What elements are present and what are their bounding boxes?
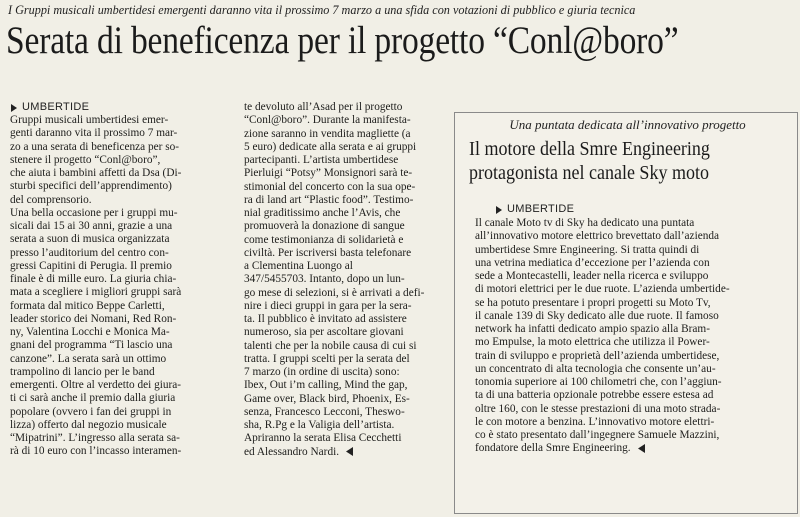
article-column-2-line: ta. Il pubblico è invitato ad assistere: [244, 313, 407, 325]
article-column-2-line: numeroso, sia per ascoltare giovani: [244, 326, 404, 339]
end-of-article-icon: [345, 447, 354, 456]
article-column-2-line: te devoluto all’Asad per il progetto: [244, 101, 403, 113]
sidebar-title-line-2: protagonista nel canale Sky moto: [469, 162, 709, 184]
sidebar-body-line: all’innovativo motore elettrico brevettato dall’azienda: [475, 230, 720, 243]
article-column-1-line: gnani del programma “Ti lascio una: [10, 339, 173, 352]
article-column-1-line: leader storico dei Nomani, Red Ron-: [10, 312, 177, 325]
sidebar-body-line: network ha infatti dedicato ampio spazio alla Bram-: [475, 323, 710, 335]
article-dateline: [10, 101, 236, 114]
article-column-1-line: Gruppi musicali umbertidesi emer-: [10, 114, 169, 126]
article-column-1-line: del comprensorio.: [10, 193, 92, 206]
article-column-1-text: [10, 114, 236, 459]
article-column-2-line: zione saranno in vendita magliette (a: [244, 127, 411, 140]
article-column-2-line: Pierluigi “Potsy” Monsignori sarà te-: [244, 167, 413, 180]
article-column-2-line: 347/5455703. Intanto, dopo un lun-: [244, 273, 405, 286]
end-of-article-icon: [637, 444, 646, 453]
sidebar-dateline: [495, 203, 574, 216]
sidebar-title: [469, 137, 757, 185]
sidebar-body-line: se ha potuto presentare i propri progetti su Moto Tv,: [475, 296, 711, 309]
sidebar-body: [475, 217, 791, 456]
sidebar-body-line: ta di una batteria opzionale potrebbe essere estesa ad: [475, 389, 714, 402]
sidebar-body-line: umbertidese Smre Engineering. Si tratta quindi di: [475, 243, 700, 256]
article-column-2: [244, 101, 445, 459]
article-column-1-line: che aiuta i bambini affetti da Dsa (Di-: [10, 167, 182, 179]
article-column-2-line: Game over, Black bird, Phoenix, Es-: [244, 392, 410, 405]
article-column-2-line: Apriranno la serata Elisa Cecchetti: [244, 432, 402, 445]
article-column-2-line: talenti che per la nobile causa di cui si: [244, 339, 417, 352]
article-column-2-line: promuoverà la donazione di sangue: [244, 220, 405, 233]
article-column-1-line: ny, Valentina Locchi e Monica Ma-: [10, 326, 170, 338]
article-column-1-line: finale è di mille euro. La giuria chia-: [10, 273, 177, 285]
article-column-2-line: Ibex, Out i’m calling, Mind the gap,: [244, 379, 408, 392]
article-column-2-line: go mese di selezioni, si è arrivati a defi-: [244, 286, 425, 299]
article-column-1-line: zo a una serata di beneficenza per so-: [10, 140, 180, 153]
article-column-2-line: ed Alessandro Nardi.: [244, 446, 445, 459]
sidebar-body-line: sede a Montecastelli, leader nella ricerca e sviluppo: [475, 270, 709, 282]
sidebar-body-line: tonomia superiore ai 100 chilometri che, con l’aggiun-: [475, 376, 722, 388]
sidebar-body-line: una vetrina mediatica d’eccezione per l’azienda con: [475, 256, 710, 269]
article-column-2-line: ra di land art “Plastic food”. Testimo-: [244, 193, 414, 206]
sidebar-body-line: train di sviluppo e proprietà dell’azienda umbertidese,: [475, 349, 720, 362]
article-column-1-line: stenere il progetto “Conl@boro”,: [10, 153, 161, 166]
article-column-2-line: come testimonianza di solidarietà e: [244, 233, 404, 246]
article-column-1-line: emergenti. Oltre al verdetto dei giura-: [10, 379, 182, 391]
dateline-triangle-icon: [10, 104, 18, 112]
article-column-1-line: ti ci sarà anche il premio dalla giuria: [10, 392, 176, 405]
article-kicker: I Gruppi musicali umbertidesi emergenti daranno vita il prossimo 7 marzo a una sfida con votazioni di pubblico e giuria tecnica: [8, 3, 636, 17]
article-column-1-line: popolare (ovvero i fan dei gruppi in: [10, 405, 172, 418]
article-column-1-line: mata a scegliere i migliori gruppi sarà: [10, 286, 182, 299]
sidebar-box: [454, 112, 798, 514]
article-column-2-line: stimonial del concerto con la sua ope-: [244, 180, 416, 193]
article-column-2-line: senza, Francesco Lecconi, Theswo-: [244, 405, 405, 418]
article-column-1: [10, 101, 236, 459]
article-column-1-line: presso l’auditorium del centro con-: [10, 246, 169, 259]
article-headline: Serata di beneficenza per il progetto “Conl@boro”: [6, 19, 679, 62]
article-column-1-line: gressi Capitini di Perugia. Il premio: [10, 259, 172, 272]
article-column-2-line: “Conl@boro”. Durante la manifesta-: [244, 114, 411, 127]
article-column-1-line: canzone”. La serata sarà un ottimo: [10, 352, 167, 365]
sidebar-body-line: il canale 139 di Sky dedicato alle due ruote. Il famoso: [475, 309, 719, 322]
article-column-2-line: civiltà. Per iscriversi basta telefonare: [244, 246, 412, 259]
dateline-triangle-icon: [495, 206, 503, 214]
sidebar-body-line: co è stato presentato dall’ingegnere Samuele Mazzini,: [475, 429, 720, 441]
sidebar-body-line: fondatore della Smre Engineering.: [475, 442, 791, 455]
article-column-2-line: nial graditissimo anche l’Avis, che: [244, 207, 401, 219]
article-column-2-line: 5 euro) dedicate alla serata e ai gruppi: [244, 140, 417, 153]
sidebar-body-line: di motori elettrici per le due ruote. L’azienda umbertide-: [475, 283, 730, 296]
article-column-2-line: a Clementina Luongo al: [244, 260, 353, 272]
article-column-1-line: rà di 10 euro con l’incasso interamen-: [10, 445, 182, 458]
article-column-1-line: genti daranno vita il prossimo 7 mar-: [10, 127, 178, 140]
article-column-2-line: tratta. I gruppi scelti per la serata del: [244, 352, 410, 365]
article-column-1-line: “Mipatrini”. L’ingresso alla serata sa-: [10, 432, 180, 444]
article-column-2-line: nire i dieci gruppi in gara per la sera-: [244, 299, 412, 312]
article-column-2-text: [244, 101, 445, 459]
article-column-1-line: trampolino di lancio per le band: [10, 365, 155, 378]
article-column-1-line: lizza) offerto dal negozio musicale: [10, 418, 167, 431]
article-column-1-line: sturbi specifici dell’apprendimento): [10, 180, 172, 193]
sidebar-body-line: le con motore a benzina. L’innovativo motore elettri-: [475, 415, 715, 428]
article-column-1-line: serata a suon di musica organizzata: [10, 233, 170, 246]
sidebar-body-line: mo Empulse, la moto elettrica che utilizza il Power-: [475, 336, 710, 349]
article-column-1-line: formata dal mitico Beppe Carletti,: [10, 299, 165, 312]
sidebar-kicker: Una puntata dedicata all’innovativo progetto: [509, 117, 746, 132]
sidebar-body-line: un concentrato di alta tecnologia che consente un’au-: [475, 362, 716, 375]
sidebar-dateline-text: UMBERTIDE: [507, 203, 575, 215]
sidebar-title-line-1: Il motore della Smre Engineering: [469, 138, 710, 160]
article-column-2-line: sha, R.Pg e la Valigia dell’artista.: [244, 419, 395, 431]
sidebar-body-line: Il canale Moto tv di Sky ha dedicato una puntata: [475, 217, 695, 229]
article-column-2-line: partecipanti. L’artista umbertidese: [244, 154, 399, 166]
article-column-1-line: Una bella occasione per i gruppi mu-: [10, 206, 178, 219]
sidebar-body-line: oltre 160, con le stesse prestazioni di una moto strada-: [475, 402, 721, 415]
article-column-2-line: 7 marzo (in ordine di uscita) sono:: [244, 366, 400, 378]
article-dateline-text: UMBERTIDE: [22, 101, 90, 113]
article-column-1-line: sicali dai 15 ai 30 anni, grazie a una: [10, 220, 173, 232]
